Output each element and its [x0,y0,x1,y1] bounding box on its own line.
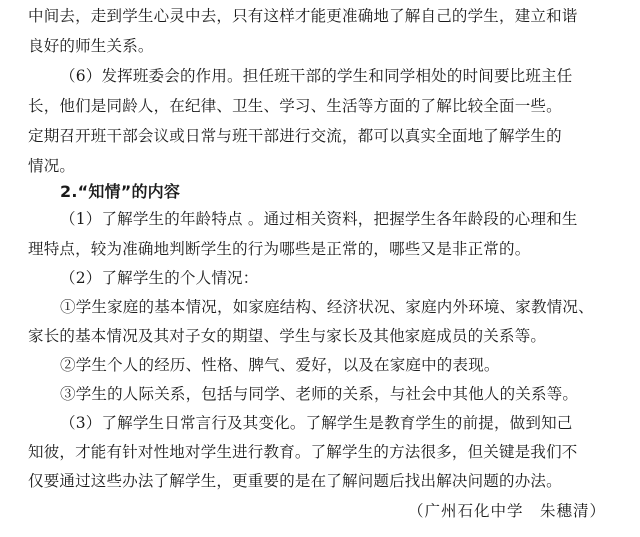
text-line: 仅要通过这些办法了解学生，更重要的是在了解问题后找出解决问题的办法。 [28,472,562,490]
author-signature: （广州石化中学 朱穗清） [407,502,606,520]
text-line: 家长的基本情况及其对子女的期望、学生与家长及其他家庭成员的关系等。 [28,327,547,345]
text-line: ②学生个人的经历、性格、脾气、爱好，以及在家庭中的表现。 [60,356,500,374]
text-line: 定期召开班干部会议或日常与班干部进行交流，都可以真实全面地了解学生的 [28,127,562,145]
text-line: ①学生家庭的基本情况，如家庭结构、经济状况、家庭内外环境、家教情况、 [60,298,594,316]
text-line: （1）了解学生的年龄特点 。通过相关资料，把握学生各年龄段的心理和生 [60,210,578,228]
text-line: 情况。 [28,157,76,175]
text-line: 长，他们是同龄人，在纪律、卫生、学习、生活等方面的了解比较全面一些。 [28,97,562,115]
text-line: （3）了解学生日常言行及其变化。了解学生是教育学生的前提，做到知己 [60,414,573,432]
text-line: ③学生的人际关系，包括与同学、老师的关系，与社会中其他人的关系等。 [60,385,579,403]
text-line: 知彼，才能有针对性地对学生进行教育。了解学生的方法很多，但关键是我们不 [28,443,578,461]
text-line: 良好的师生关系。 [28,37,154,55]
text-line: （6）发挥班委会的作用。担任班干部的学生和同学相处的时间要比班主任 [60,67,573,85]
text-line: 理特点，较为准确地判断学生的行为哪些是正常的，哪些又是非正常的。 [28,240,531,258]
text-line: （2）了解学生的个人情况： [60,269,259,287]
text-line: 中间去，走到学生心灵中去，只有这样才能更准确地了解自己的学生，建立和谐 [28,7,578,25]
section-heading: 2.“知情”的内容 [60,182,181,201]
